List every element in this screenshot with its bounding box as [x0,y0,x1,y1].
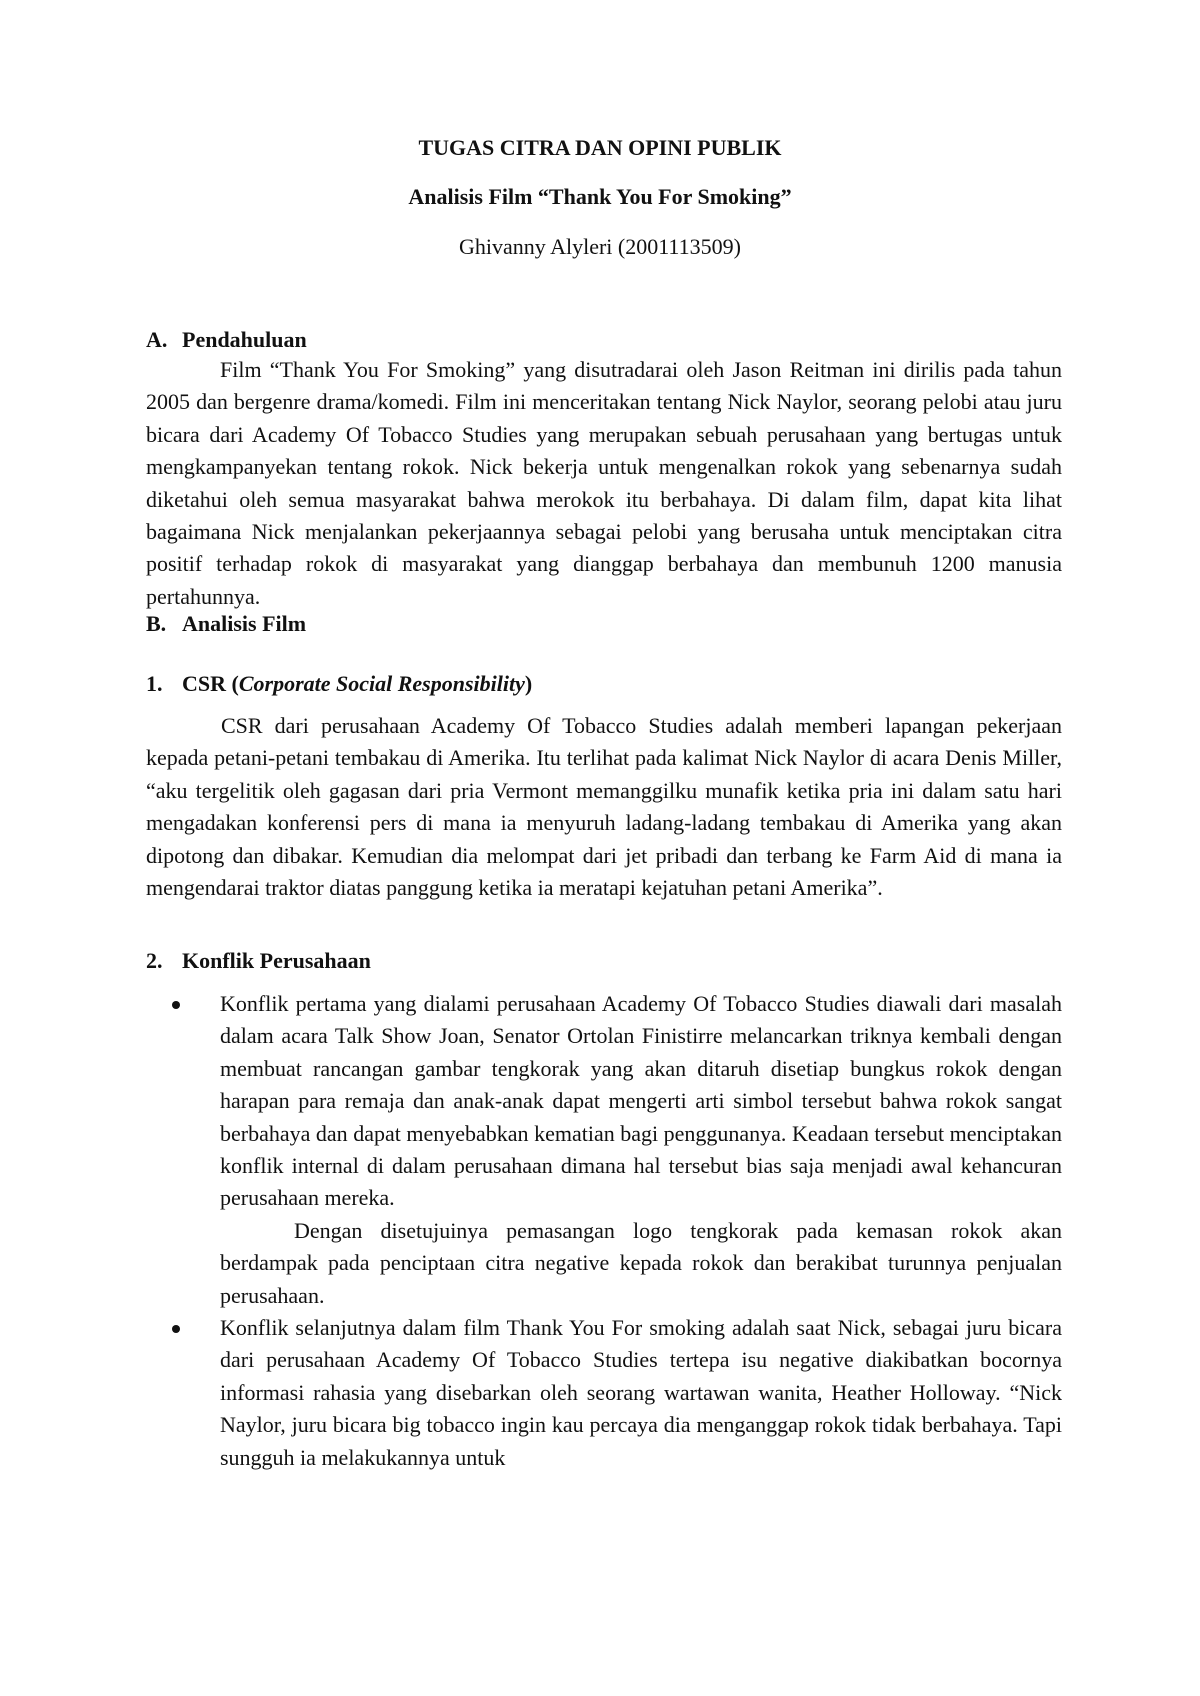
bullet-text: Konflik pertama yang dialami perusahaan Academy Of Tobacco Studies diawali dari masalah dalam acara Talk Show Joan, Senator Ortolan Finistirre melancarkan triknya kembali dengan membuat rancangan gambar tengkorak yang akan ditaruh disetiap bungkus rokok dengan harapan para remaja dan anak-anak dapat mengerti arti simbol tersebut bahwa rokok sangat berbahaya dan dapat menyebabkan kematian bagi penggunanya. Keadaan tersebut menciptakan konflik internal di dalam perusahaan dimana hal tersebut bias saja menjadi awal kehancuran perusahaan mereka. [220,991,1062,1211]
subsection-2-label: 2. [146,948,163,973]
list-item [146,1312,1062,1474]
bullet-followup-text: Dengan disetujuinya pemasangan logo tengkorak pada kemasan rokok akan berdampak pada penciptaan citra negative kepada rokok dan berakibat turunnya penjualan perusahaan. [220,1217,1062,1308]
subsection-2-heading [146,946,371,976]
section-b-title: Analisis Film [182,611,307,636]
subsection-1-label: 1. [146,671,163,696]
section-a-label: A. [146,327,168,352]
bullet-text: Konflik selanjutnya dalam film Thank You For smoking adalah saat Nick, sebagai juru bicara dari perusahaan Academy Of Tobacco Studies tertepa isu negative diakibatkan bocornya informasi rahasia yang disebarkan oleh seorang wartawan wanita, Heather Holloway. “Nick Naylor, juru bicara big tobacco ingin kau percaya dia menganggap rokok tidak berbahaya. Tapi sungguh ia melakukannya untuk [220,1315,1062,1470]
section-a-heading [146,325,307,355]
document-title: TUGAS CITRA DAN OPINI PUBLIK [418,135,782,160]
subsection-1-title-italic: Corporate Social Responsibility [238,671,525,696]
section-a-title: Pendahuluan [182,327,307,352]
bullet-icon [172,1001,180,1009]
subsection-1-title-prefix: CSR ( [182,671,239,696]
subsection-1-title-suffix: ) [524,671,533,696]
bullet-icon [172,1325,180,1333]
subsection-1-heading [146,669,532,699]
section-a-paragraph: Film “Thank You For Smoking” yang disutradarai oleh Jason Reitman ini dirilis pada tahun 2005 dan bergenre drama/komedi. Film ini menceritakan tentang Nick Naylor, seorang pelobi atau juru bicara dari Academy Of Tobacco Studies yang merupakan sebuah perusahaan yang bertugas untuk mengkampanyekan tentang rokok. Nick bekerja untuk mengenalkan rokok yang sebenarnya sudah diketahui oleh semua masyarakat bahwa merokok itu berbahaya. Di dalam film, dapat kita lihat bagaimana Nick menjalankan pekerjaannya sebagai pelobi yang berusaha untuk menciptakan citra positif terhadap rokok di masyarakat yang dianggap berbahaya dan membunuh 1200 manusia pertahunnya. [146,357,1062,609]
subsection-1-paragraph: CSR dari perusahaan Academy Of Tobacco Studies adalah memberi lapangan pekerjaan kepada petani-petani tembakau di Amerika. Itu terlihat pada kalimat Nick Naylor di acara Denis Miller, “aku tergelitik oleh gagasan dari pria Vermont memanggilku munafik ketika pria ini dalam satu hari mengadakan konferensi pers di mana ia menyuruh ladang-ladang tembakau di Amerika yang akan dipotong dan dibakar. Kemudian dia melompat dari jet pribadi dan terbang ke Farm Aid di mana ia mengendarai traktor diatas panggung ketika ia meratapi kejatuhan petani Amerika”. [146,713,1062,901]
list-item [146,988,1062,1312]
document-author: Ghivanny Alyleri (2001113509) [459,234,741,259]
document-subtitle: Analisis Film “Thank You For Smoking” [408,184,792,209]
conflict-bullet-list [146,988,1062,1474]
section-b-label: B. [146,611,167,636]
section-b-heading [146,609,306,639]
subsection-2-title: Konflik Perusahaan [182,948,371,973]
